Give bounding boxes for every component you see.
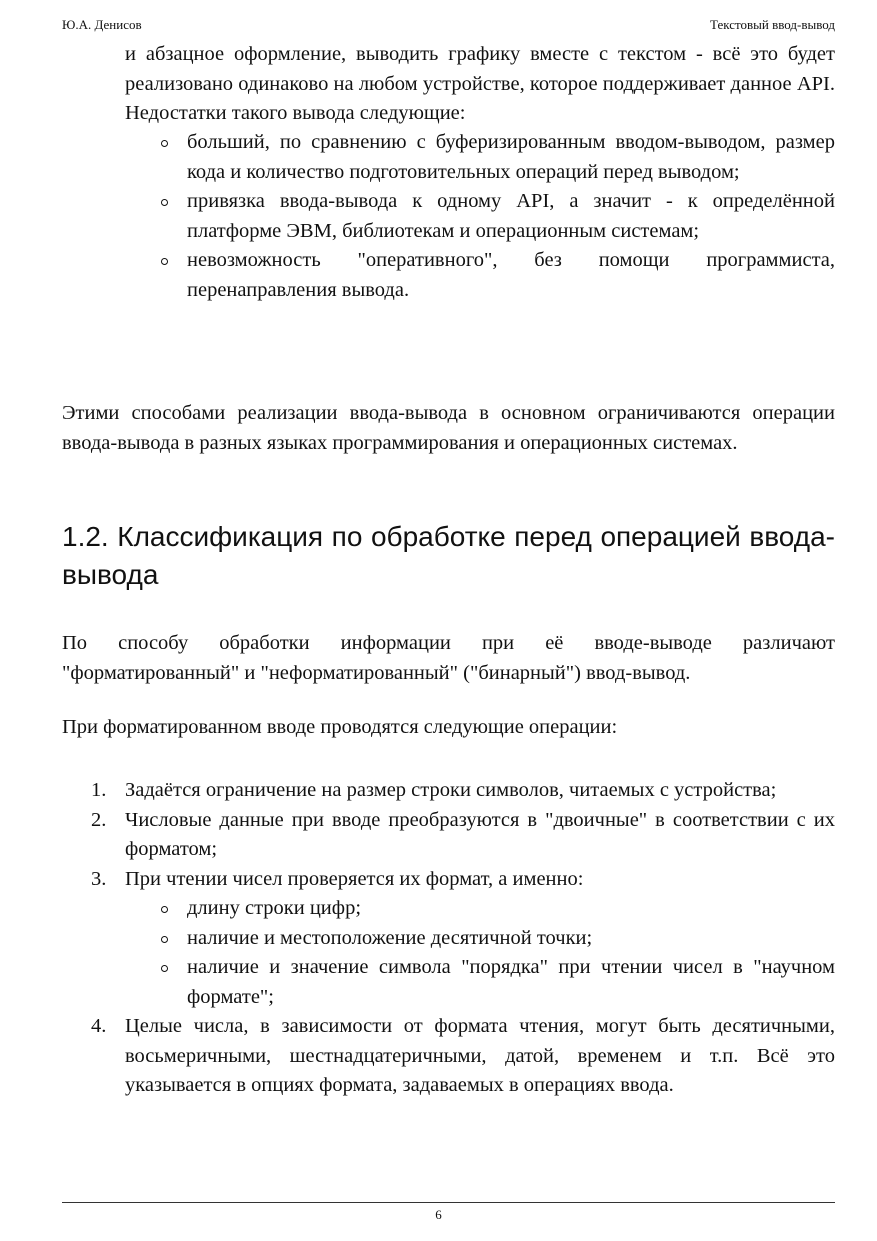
drawbacks-list bbox=[187, 128, 835, 305]
footer-rule bbox=[62, 1202, 835, 1203]
summary-paragraph: Этими способами реализации ввода-вывода в основном ограничиваются операции ввода-вывода в разных языках программирования и операционных системах. bbox=[62, 402, 835, 454]
list-item: невозможность "оперативного", без помощи программиста, перенаправления вывода. bbox=[187, 246, 835, 305]
item-text: Числовые данные при вводе преобразуются в "двоичные" в соответствии с их форматом; bbox=[125, 808, 835, 860]
intro-paragraph: и абзацное оформление, выводить графику вместе с текстом - всё это будет реализовано одинаково на любом устройстве, которое поддерживает данное API. Недостатки такого вывода следующие: bbox=[125, 43, 835, 124]
format-checks-list bbox=[187, 894, 835, 1012]
item-text: Задаётся ограничение на размер строки символов, читаемых с устройства; bbox=[125, 779, 777, 801]
list-item bbox=[91, 865, 835, 1013]
list-item: наличие и местоположение десятичной точки; bbox=[187, 924, 835, 954]
section-heading: 1.2. Классификация по обработке перед операцией ввода-вывода bbox=[62, 521, 835, 590]
list-item: наличие и значение символа "порядка" при чтении чисел в "научном формате"; bbox=[187, 953, 835, 1012]
list-item bbox=[91, 1012, 835, 1101]
list-item bbox=[91, 776, 835, 806]
page-number: 6 bbox=[435, 1207, 442, 1222]
header-title: Текстовый ввод-вывод bbox=[710, 17, 835, 32]
list-item: длину строки цифр; bbox=[187, 894, 835, 924]
item-number: 4. bbox=[91, 1015, 107, 1037]
item-number: 1. bbox=[91, 779, 107, 801]
item-number: 2. bbox=[91, 808, 107, 831]
operations-list bbox=[91, 776, 835, 1101]
list-item: привязка ввода-вывода к одному API, а значит - к определённой платформе ЭВМ, библиотекам и операционным системам; bbox=[187, 187, 835, 246]
paragraph-formatting-types: По способу обработки информации при её вводе-выводе различают "форматированный" и "неформатированный" ("бинарный") ввод-вывод. bbox=[62, 632, 835, 684]
paragraph-formatted-input: При форматированном вводе проводятся следующие операции: bbox=[62, 716, 618, 738]
list-item bbox=[91, 806, 835, 865]
item-number: 3. bbox=[91, 867, 107, 890]
header-author: Ю.А. Денисов bbox=[62, 17, 142, 32]
list-item: больший, по сравнению с буферизированным вводом-выводом, размер кода и количество подготовительных операций перед выводом; bbox=[187, 128, 835, 187]
item-text: Целые числа, в зависимости от формата чтения, могут быть десятичными, восьмеричными, шестнадцатеричными, датой, временем и т.п. Всё это указывается в опциях формата, задаваемых в операциях ввода. bbox=[125, 1015, 835, 1096]
item-text: При чтении чисел проверяется их формат, а именно: bbox=[125, 867, 584, 890]
